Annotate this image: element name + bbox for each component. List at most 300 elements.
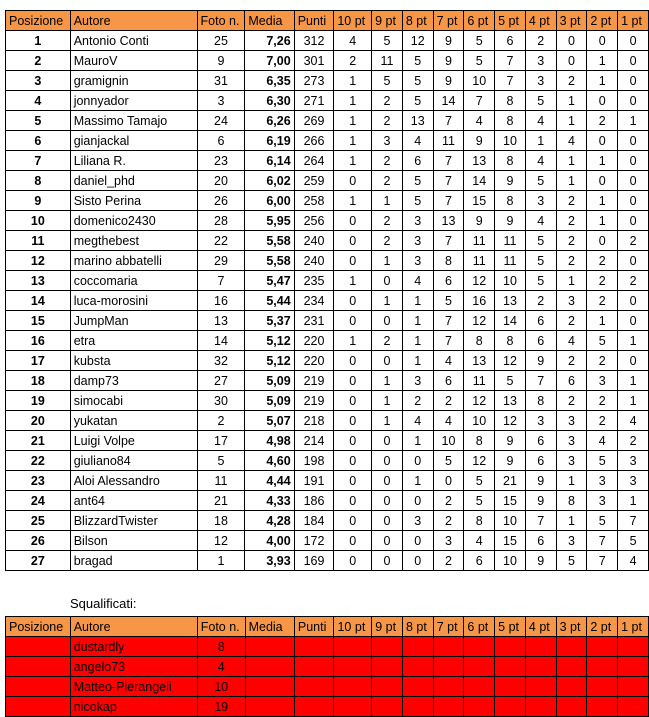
empty-cell <box>294 677 334 697</box>
empty-cell <box>402 637 433 657</box>
value-cell: 5,95 <box>245 211 294 231</box>
value-cell: 3 <box>402 231 433 251</box>
value-cell: 9 <box>495 211 526 231</box>
table-row <box>6 271 649 291</box>
value-cell: 0 <box>587 171 618 191</box>
empty-cell <box>495 637 526 657</box>
value-cell: 256 <box>294 211 334 231</box>
value-cell: 10 <box>495 131 526 151</box>
value-cell: 2 <box>525 31 556 51</box>
empty-cell <box>334 677 372 697</box>
value-cell: 1 <box>372 411 403 431</box>
value-cell: 5 <box>402 91 433 111</box>
value-cell: 1 <box>372 191 403 211</box>
value-cell: 6 <box>525 331 556 351</box>
disqualified-row <box>6 637 649 657</box>
disqualified-header-cell: Foto n. <box>197 617 245 637</box>
value-cell: 3 <box>556 291 587 311</box>
value-cell: 5,07 <box>245 411 294 431</box>
value-cell: 0 <box>402 491 433 511</box>
value-cell: 312 <box>294 31 334 51</box>
value-cell: 3 <box>525 51 556 71</box>
value-cell: 0 <box>334 551 372 571</box>
empty-cell <box>294 697 334 717</box>
value-cell: 3 <box>402 371 433 391</box>
empty-cell <box>525 697 556 717</box>
value-cell: 15 <box>495 491 526 511</box>
value-cell: 8 <box>525 391 556 411</box>
disqualified-header-cell: 6 pt <box>464 617 495 637</box>
value-cell: 0 <box>402 551 433 571</box>
value-cell: 5 <box>464 51 495 71</box>
empty-cell <box>433 637 464 657</box>
value-cell: 0 <box>372 431 403 451</box>
value-cell: 13 <box>402 111 433 131</box>
value-cell: 0 <box>372 451 403 471</box>
value-cell: 3,93 <box>245 551 294 571</box>
value-cell: 11 <box>372 51 403 71</box>
value-cell: 2 <box>618 231 649 251</box>
value-cell: 5 <box>402 171 433 191</box>
value-cell: 8 <box>495 91 526 111</box>
value-cell: 5 <box>525 271 556 291</box>
value-cell: 2 <box>587 291 618 311</box>
value-cell: 0 <box>618 291 649 311</box>
value-cell: 0 <box>334 471 372 491</box>
author-cell: Sisto Perina <box>70 191 197 211</box>
value-cell: 13 <box>464 151 495 171</box>
value-cell: 5 <box>587 511 618 531</box>
value-cell: 0 <box>587 31 618 51</box>
value-cell: 3 <box>556 531 587 551</box>
position-cell: 25 <box>6 511 71 531</box>
value-cell: 9 <box>464 131 495 151</box>
value-cell: 1 <box>372 391 403 411</box>
table-row <box>6 411 649 431</box>
value-cell: 266 <box>294 131 334 151</box>
author-cell: luca-morosini <box>70 291 197 311</box>
position-cell: 1 <box>6 31 71 51</box>
value-cell: 10 <box>495 551 526 571</box>
value-cell: 7 <box>525 511 556 531</box>
disqualified-header-cell: Posizione <box>6 617 71 637</box>
value-cell: 0 <box>372 531 403 551</box>
value-cell: 218 <box>294 411 334 431</box>
value-cell: 12 <box>495 351 526 371</box>
value-cell: 6,02 <box>245 171 294 191</box>
value-cell: 0 <box>556 51 587 71</box>
ranking-header-cell: Media <box>245 11 294 31</box>
value-cell: 0 <box>334 311 372 331</box>
value-cell: 3 <box>402 511 433 531</box>
disqualified-header-row <box>6 617 649 637</box>
disqualified-header-cell: 1 pt <box>618 617 649 637</box>
value-cell: 21 <box>197 491 245 511</box>
author-cell: kubsta <box>70 351 197 371</box>
value-cell: 7,00 <box>245 51 294 71</box>
value-cell: 6 <box>495 31 526 51</box>
author-cell: marino abbatelli <box>70 251 197 271</box>
value-cell: 3 <box>433 531 464 551</box>
empty-cell <box>334 657 372 677</box>
position-cell: 10 <box>6 211 71 231</box>
value-cell: 1 <box>334 271 372 291</box>
value-cell: 9 <box>495 431 526 451</box>
value-cell: 22 <box>197 231 245 251</box>
value-cell: 1 <box>402 331 433 351</box>
disqualified-header-cell: 9 pt <box>372 617 403 637</box>
value-cell: 6 <box>402 151 433 171</box>
value-cell: 271 <box>294 91 334 111</box>
value-cell: 2 <box>587 111 618 131</box>
empty-cell <box>294 637 334 657</box>
author-cell: Liliana R. <box>70 151 197 171</box>
value-cell: 2 <box>587 391 618 411</box>
empty-cell <box>618 637 649 657</box>
value-cell: 1 <box>618 331 649 351</box>
value-cell: 25 <box>197 31 245 51</box>
value-cell: 169 <box>294 551 334 571</box>
value-cell: 0 <box>334 351 372 371</box>
value-cell: 4 <box>525 211 556 231</box>
value-cell: 2 <box>556 351 587 371</box>
ranking-header-cell: Punti <box>294 11 334 31</box>
value-cell: 0 <box>372 471 403 491</box>
value-cell: 2 <box>372 91 403 111</box>
value-cell: 4 <box>464 111 495 131</box>
value-cell: 6 <box>525 531 556 551</box>
value-cell: 6 <box>556 371 587 391</box>
value-cell: 0 <box>618 211 649 231</box>
value-cell: 15 <box>495 531 526 551</box>
value-cell: 12 <box>464 271 495 291</box>
ranking-header-cell: 6 pt <box>464 11 495 31</box>
value-cell: 7 <box>433 311 464 331</box>
empty-cell <box>618 697 649 717</box>
value-cell: 6,14 <box>245 151 294 171</box>
value-cell: 2 <box>587 271 618 291</box>
value-cell: 0 <box>587 131 618 151</box>
value-cell: 7 <box>495 51 526 71</box>
value-cell: 0 <box>618 311 649 331</box>
value-cell: 2 <box>618 431 649 451</box>
value-cell: 30 <box>197 391 245 411</box>
position-cell: 9 <box>6 191 71 211</box>
value-cell: 27 <box>197 371 245 391</box>
value-cell: 4,00 <box>245 531 294 551</box>
position-cell: 5 <box>6 111 71 131</box>
value-cell: 0 <box>372 271 403 291</box>
value-cell: 13 <box>464 351 495 371</box>
value-cell: 7 <box>587 551 618 571</box>
value-cell: 5 <box>587 451 618 471</box>
value-cell: 12 <box>464 391 495 411</box>
empty-cell <box>464 677 495 697</box>
value-cell: 5 <box>433 451 464 471</box>
value-cell: 9 <box>197 51 245 71</box>
value-cell: 5 <box>402 191 433 211</box>
value-cell: 2 <box>556 311 587 331</box>
value-cell: 6 <box>525 311 556 331</box>
table-row <box>6 91 649 111</box>
table-row <box>6 51 649 71</box>
value-cell: 7 <box>197 271 245 291</box>
value-cell: 4 <box>618 411 649 431</box>
value-cell: 5,37 <box>245 311 294 331</box>
empty-cell <box>245 677 294 697</box>
value-cell: 14 <box>433 91 464 111</box>
value-cell: 269 <box>294 111 334 131</box>
value-cell: 0 <box>334 211 372 231</box>
value-cell: 29 <box>197 251 245 271</box>
disqualified-author-cell: Matteo-Pierangeli <box>70 677 197 697</box>
value-cell: 3 <box>556 431 587 451</box>
ranking-table <box>5 10 649 571</box>
value-cell: 240 <box>294 251 334 271</box>
value-cell: 5 <box>618 531 649 551</box>
author-cell: domenico2430 <box>70 211 197 231</box>
value-cell: 18 <box>197 511 245 531</box>
ranking-header-cell: 5 pt <box>495 11 526 31</box>
value-cell: 9 <box>525 351 556 371</box>
ranking-body <box>6 31 649 571</box>
value-cell: 10 <box>433 431 464 451</box>
author-cell: etra <box>70 331 197 351</box>
value-cell: 2 <box>372 151 403 171</box>
value-cell: 1 <box>334 91 372 111</box>
value-cell: 7 <box>433 111 464 131</box>
value-cell: 2 <box>372 211 403 231</box>
ranking-header-row <box>6 11 649 31</box>
value-cell: 12 <box>402 31 433 51</box>
position-cell: 21 <box>6 431 71 451</box>
value-cell: 6,00 <box>245 191 294 211</box>
value-cell: 9 <box>433 51 464 71</box>
value-cell: 3 <box>587 491 618 511</box>
value-cell: 7 <box>587 531 618 551</box>
value-cell: 220 <box>294 331 334 351</box>
value-cell: 11 <box>433 131 464 151</box>
value-cell: 2 <box>433 551 464 571</box>
position-cell: 18 <box>6 371 71 391</box>
value-cell: 16 <box>464 291 495 311</box>
value-cell: 5,47 <box>245 271 294 291</box>
position-cell: 4 <box>6 91 71 111</box>
value-cell: 6,19 <box>245 131 294 151</box>
author-cell: jonnyador <box>70 91 197 111</box>
empty-cell <box>334 697 372 717</box>
author-cell: Massimo Tamajo <box>70 111 197 131</box>
ranking-header-cell: 4 pt <box>525 11 556 31</box>
value-cell: 1 <box>556 91 587 111</box>
value-cell: 4 <box>525 151 556 171</box>
disqualified-header-cell: 10 pt <box>334 617 372 637</box>
value-cell: 4,60 <box>245 451 294 471</box>
value-cell: 6 <box>525 431 556 451</box>
value-cell: 8 <box>433 251 464 271</box>
value-cell: 23 <box>197 151 245 171</box>
position-cell: 7 <box>6 151 71 171</box>
value-cell: 2 <box>587 351 618 371</box>
value-cell: 7 <box>433 331 464 351</box>
value-cell: 1 <box>618 371 649 391</box>
value-cell: 2 <box>618 271 649 291</box>
empty-cell <box>495 697 526 717</box>
position-cell: 3 <box>6 71 71 91</box>
value-cell: 0 <box>587 231 618 251</box>
value-cell: 4 <box>433 351 464 371</box>
ranking-header-cell: 7 pt <box>433 11 464 31</box>
value-cell: 1 <box>334 131 372 151</box>
value-cell: 220 <box>294 351 334 371</box>
value-cell: 10 <box>495 511 526 531</box>
value-cell: 235 <box>294 271 334 291</box>
value-cell: 0 <box>334 411 372 431</box>
table-row <box>6 251 649 271</box>
position-cell: 22 <box>6 451 71 471</box>
value-cell: 16 <box>197 291 245 311</box>
ranking-header-cell: Foto n. <box>197 11 245 31</box>
position-cell: 23 <box>6 471 71 491</box>
value-cell: 5 <box>464 31 495 51</box>
value-cell: 1 <box>402 311 433 331</box>
empty-cell <box>587 677 618 697</box>
value-cell: 0 <box>372 351 403 371</box>
value-cell: 5 <box>525 91 556 111</box>
value-cell: 191 <box>294 471 334 491</box>
value-cell: 1 <box>334 151 372 171</box>
value-cell: 5,12 <box>245 331 294 351</box>
value-cell: 9 <box>464 211 495 231</box>
disqualified-header-cell: 7 pt <box>433 617 464 637</box>
value-cell: 9 <box>495 451 526 471</box>
author-cell: ant64 <box>70 491 197 511</box>
value-cell: 6 <box>525 451 556 471</box>
value-cell: 301 <box>294 51 334 71</box>
value-cell: 0 <box>334 531 372 551</box>
table-row <box>6 191 649 211</box>
value-cell: 0 <box>334 451 372 471</box>
value-cell: 15 <box>464 191 495 211</box>
value-cell: 1 <box>556 271 587 291</box>
value-cell: 17 <box>197 431 245 451</box>
position-cell: 27 <box>6 551 71 571</box>
value-cell: 9 <box>433 71 464 91</box>
value-cell: 3 <box>618 451 649 471</box>
value-cell: 0 <box>334 251 372 271</box>
value-cell: 0 <box>587 91 618 111</box>
ranking-header-cell: 8 pt <box>402 11 433 31</box>
value-cell: 14 <box>464 171 495 191</box>
empty-cell <box>618 677 649 697</box>
table-row <box>6 311 649 331</box>
value-cell: 5 <box>197 451 245 471</box>
value-cell: 8 <box>495 151 526 171</box>
value-cell: 1 <box>402 471 433 491</box>
value-cell: 1 <box>402 431 433 451</box>
value-cell: 7 <box>525 371 556 391</box>
value-cell: 240 <box>294 231 334 251</box>
value-cell: 6,26 <box>245 111 294 131</box>
value-cell: 2 <box>372 231 403 251</box>
value-cell: 198 <box>294 451 334 471</box>
table-row <box>6 551 649 571</box>
disqualified-author-cell: dustardly <box>70 637 197 657</box>
value-cell: 11 <box>197 471 245 491</box>
ranking-header-cell: 2 pt <box>587 11 618 31</box>
value-cell: 1 <box>587 191 618 211</box>
position-cell: 17 <box>6 351 71 371</box>
author-cell: gramignin <box>70 71 197 91</box>
value-cell: 11 <box>495 251 526 271</box>
value-cell: 10 <box>464 411 495 431</box>
empty-cell <box>464 697 495 717</box>
value-cell: 5 <box>402 71 433 91</box>
empty-cell <box>402 677 433 697</box>
empty-cell <box>556 637 587 657</box>
empty-cell <box>372 697 403 717</box>
table-row <box>6 391 649 411</box>
empty-cell <box>587 637 618 657</box>
value-cell: 4 <box>433 411 464 431</box>
empty-cell <box>556 677 587 697</box>
value-cell: 1 <box>402 291 433 311</box>
value-cell: 13 <box>495 391 526 411</box>
value-cell: 0 <box>618 71 649 91</box>
value-cell: 219 <box>294 391 334 411</box>
value-cell: 3 <box>402 211 433 231</box>
author-cell: megthebest <box>70 231 197 251</box>
value-cell: 5 <box>372 71 403 91</box>
empty-cell <box>464 637 495 657</box>
value-cell: 0 <box>618 91 649 111</box>
value-cell: 7 <box>464 91 495 111</box>
table-row <box>6 331 649 351</box>
disqualified-foto-cell: 10 <box>197 677 245 697</box>
value-cell: 6,35 <box>245 71 294 91</box>
value-cell: 2 <box>587 411 618 431</box>
empty-cell <box>245 657 294 677</box>
value-cell: 8 <box>464 511 495 531</box>
value-cell: 7,26 <box>245 31 294 51</box>
author-cell: simocabi <box>70 391 197 411</box>
value-cell: 5,09 <box>245 371 294 391</box>
value-cell: 7 <box>618 511 649 531</box>
ranking-header-cell: 3 pt <box>556 11 587 31</box>
value-cell: 4 <box>525 111 556 131</box>
author-cell: gianjackal <box>70 131 197 151</box>
value-cell: 14 <box>495 311 526 331</box>
ranking-header-cell: 10 pt <box>334 11 372 31</box>
position-cell: 12 <box>6 251 71 271</box>
value-cell: 3 <box>525 71 556 91</box>
value-cell: 7 <box>433 231 464 251</box>
value-cell: 0 <box>334 231 372 251</box>
value-cell: 12 <box>464 311 495 331</box>
value-cell: 0 <box>402 531 433 551</box>
value-cell: 12 <box>495 411 526 431</box>
value-cell: 3 <box>587 471 618 491</box>
disqualified-row <box>6 657 649 677</box>
disqualified-row <box>6 697 649 717</box>
value-cell: 2 <box>587 251 618 271</box>
disqualified-header-cell: 3 pt <box>556 617 587 637</box>
ranking-header-cell: 9 pt <box>372 11 403 31</box>
table-row <box>6 431 649 451</box>
value-cell: 5 <box>556 551 587 571</box>
disqualified-header-cell: 8 pt <box>402 617 433 637</box>
value-cell: 0 <box>618 151 649 171</box>
